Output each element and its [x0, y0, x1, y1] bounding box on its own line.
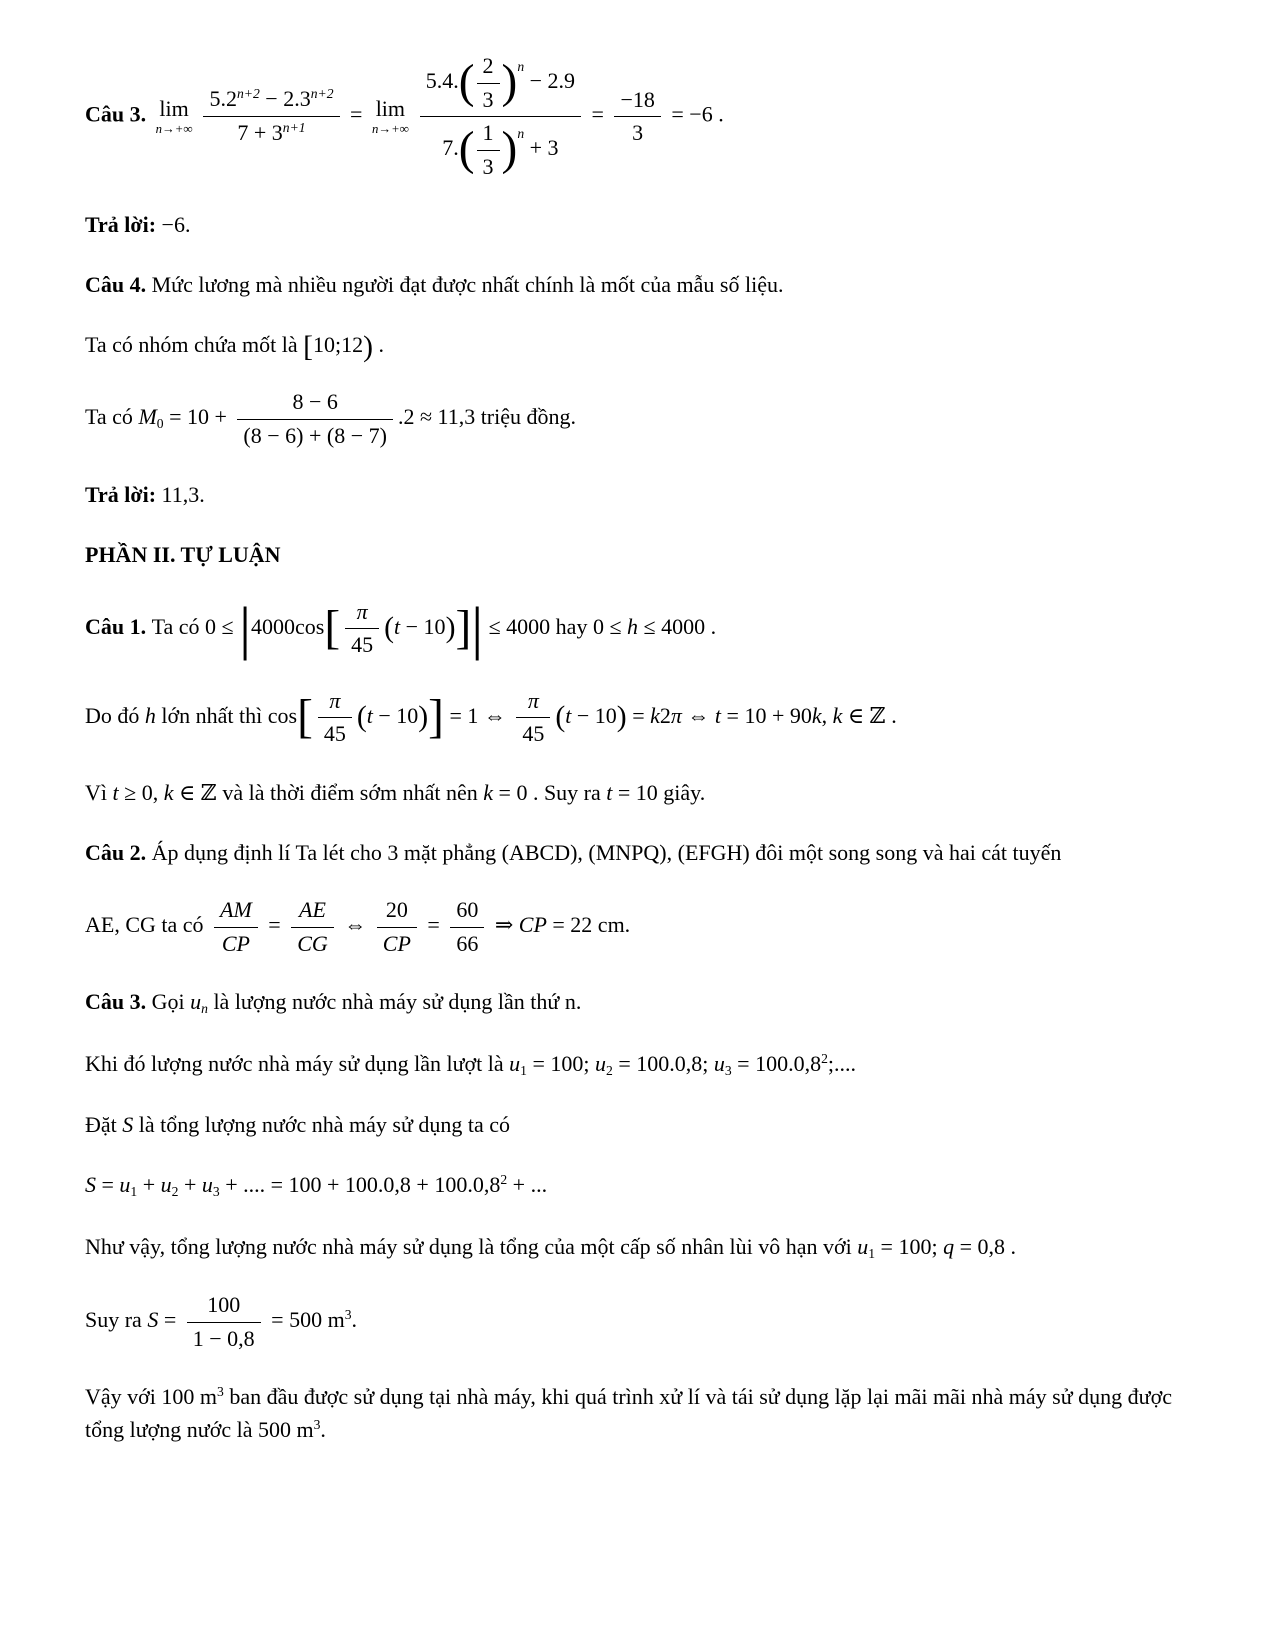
- math-variable: t: [394, 613, 401, 639]
- text-run: + .... = 100 + 100.0,8 + 100.0,8: [219, 1172, 501, 1198]
- text-run: 45: [323, 721, 346, 747]
- math-variable: S: [122, 1112, 134, 1138]
- math-numerator: [214, 896, 258, 928]
- limit-label: lim: [159, 95, 189, 121]
- text-run: ⇔: [681, 702, 715, 728]
- subscript: 0: [156, 416, 164, 432]
- math-denominator: [516, 718, 550, 749]
- math-variable: t: [565, 702, 572, 728]
- text-run: 20: [385, 896, 408, 922]
- math-numerator: [420, 52, 581, 117]
- text-run: 2: [482, 53, 494, 78]
- superscript: n: [517, 59, 525, 75]
- math-variable: u: [509, 1050, 521, 1076]
- text-run: − 2.9: [524, 68, 576, 94]
- big-delimiter: (: [458, 123, 475, 176]
- text-run: = 100;: [875, 1233, 944, 1259]
- text-run: 2: [659, 702, 671, 728]
- math-variable: k: [650, 702, 660, 728]
- line-cau4-statement: [85, 268, 1190, 301]
- math-variable: u: [857, 1233, 869, 1259]
- math-numerator: [237, 388, 393, 420]
- text-run: ≤ 4000 hay 0 ≤: [483, 613, 628, 639]
- math-denominator: [450, 928, 484, 959]
- math-numerator: [516, 687, 550, 719]
- text-run: −6.: [161, 212, 191, 238]
- text-run: Ta có 0 ≤: [151, 613, 240, 639]
- math-denominator: [214, 928, 258, 959]
- line-cau3-geometric-series: [85, 1230, 1190, 1265]
- math-denominator: [291, 928, 334, 959]
- math-variable: u: [595, 1050, 606, 1076]
- text-run: = 0,8 .: [954, 1233, 1016, 1259]
- math-denominator: [237, 420, 393, 451]
- subscript: 2: [171, 1184, 179, 1200]
- text-run: ,: [821, 702, 833, 728]
- subscript: 1: [868, 1245, 876, 1261]
- math-variable: AM: [220, 896, 252, 922]
- text-run: 7.: [442, 135, 459, 161]
- text-run: Gọi: [151, 989, 191, 1015]
- math-denominator: [420, 117, 581, 181]
- subscript: 3: [212, 1184, 220, 1200]
- text-run: = 22 cm.: [546, 912, 631, 938]
- math-fraction: [345, 598, 379, 660]
- text-run: .: [351, 1307, 358, 1333]
- bold-text: Câu 3.: [85, 989, 152, 1015]
- big-delimiter: |: [471, 595, 484, 662]
- superscript: 3: [313, 1417, 321, 1433]
- text-run: =: [344, 101, 368, 127]
- text-run: Khi đó lượng nước nhà máy sử dụng lần lượt là: [85, 1050, 510, 1076]
- big-delimiter: ): [501, 56, 518, 109]
- line-cau3-conclusion: [85, 1380, 1190, 1446]
- line-cau3-sum-intro: [85, 1108, 1190, 1141]
- text-run: Do đó: [85, 702, 145, 728]
- math-denominator: [477, 84, 500, 115]
- math-fraction: [214, 896, 258, 958]
- math-variable: CP: [382, 930, 411, 956]
- text-run: (8 − 6) + (8 − 7): [243, 422, 387, 448]
- math-variable: u: [119, 1172, 131, 1198]
- text-run: ∈ ℤ .: [842, 702, 897, 728]
- text-run: 8 − 6: [292, 389, 338, 415]
- text-run: 45: [351, 632, 374, 658]
- math-variable: u: [201, 1172, 213, 1198]
- line-cau3-sequence: [85, 1047, 1190, 1082]
- math-variable: CG: [297, 930, 328, 956]
- text-run: +: [178, 1172, 202, 1198]
- math-variable: u: [190, 989, 202, 1015]
- text-run: 66: [456, 930, 479, 956]
- text-run: − 10: [372, 702, 419, 728]
- limit-label: lim: [375, 95, 406, 121]
- limit-subscript: n→+∞: [371, 121, 409, 136]
- text-run: AE, CG ta có: [85, 912, 210, 938]
- math-fraction: [477, 52, 500, 114]
- math-fraction: [516, 687, 550, 749]
- text-run: 3: [482, 86, 494, 112]
- limit-subscript: n→+∞: [155, 121, 193, 136]
- text-run: =: [421, 912, 446, 938]
- text-run: = 100.0,8: [731, 1050, 822, 1076]
- text-run: 3: [632, 120, 644, 146]
- line-cau3-sum-formula: [85, 1168, 1190, 1203]
- text-run: =: [262, 912, 287, 938]
- text-run: 3: [482, 153, 494, 179]
- text-run: lớn nhất thì cos: [155, 702, 298, 728]
- math-variable: t: [366, 702, 373, 728]
- text-run: = 0 . Suy ra: [493, 779, 607, 805]
- math-fraction: [203, 85, 339, 148]
- text-run: ban đầu được sử dụng tại nhà máy, khi quá trình xử lí và tái sử dụng lặp lại mãi mãi nhà máy sử dụng được tổng lượng nước là 500 m: [85, 1384, 1172, 1443]
- superscript: n+2: [310, 86, 334, 102]
- text-run: 4000cos: [251, 613, 325, 639]
- superscript: 2: [500, 1172, 508, 1188]
- line-cau3-tuluan-statement: [85, 985, 1190, 1020]
- math-variable: h: [144, 702, 156, 728]
- text-run: − 10: [400, 613, 446, 639]
- superscript: n+2: [236, 86, 260, 102]
- subscript: 3: [724, 1062, 732, 1078]
- limit-operator: [155, 95, 193, 136]
- math-numerator: [477, 52, 500, 84]
- math-fraction: [377, 896, 417, 958]
- big-delimiter: |: [239, 595, 252, 662]
- big-delimiter: ): [418, 701, 429, 734]
- math-fraction: [318, 687, 352, 749]
- big-delimiter: ): [501, 123, 518, 176]
- math-variable: t: [714, 702, 722, 728]
- math-variable: π: [356, 598, 368, 624]
- text-run: =: [626, 702, 651, 728]
- math-fraction: [187, 1291, 261, 1353]
- line-cau1-conclusion: [85, 776, 1190, 809]
- math-fraction: [420, 52, 581, 181]
- text-run: .2 ≈ 11,3 triệu đồng.: [397, 404, 577, 430]
- math-denominator: [377, 928, 417, 959]
- superscript: 3: [344, 1307, 352, 1323]
- bold-text: Câu 4.: [85, 272, 152, 298]
- big-delimiter: ): [616, 701, 627, 734]
- text-run: 7 + 3: [237, 120, 283, 146]
- math-variable: k: [832, 702, 843, 728]
- line-cau2-statement: [85, 836, 1190, 869]
- math-denominator: [203, 117, 339, 148]
- big-delimiter: (: [356, 701, 367, 734]
- subscript: 1: [520, 1062, 527, 1078]
- text-run: Vậy với 100 m: [85, 1384, 218, 1410]
- text-run: Ta có: [85, 404, 139, 430]
- bold-text: Trả lời:: [85, 212, 162, 238]
- text-run: =: [158, 1307, 182, 1333]
- text-run: .: [320, 1417, 326, 1443]
- text-run: 45: [522, 721, 545, 747]
- math-numerator: [450, 896, 484, 928]
- text-run: là lượng nước nhà máy sử dụng lần thứ n.: [207, 989, 582, 1015]
- superscript: n+1: [282, 120, 306, 136]
- text-run: ≤ 4000 .: [638, 613, 717, 639]
- limit-operator: [371, 95, 409, 136]
- big-delimiter: [: [303, 330, 313, 363]
- bold-text: Câu 1.: [85, 613, 152, 639]
- math-variable: π: [670, 702, 682, 728]
- math-numerator: [187, 1291, 261, 1323]
- text-run: Vì: [85, 779, 113, 805]
- text-run: ;....: [827, 1050, 857, 1076]
- math-numerator: [203, 85, 339, 117]
- text-run: = 1 ⇔: [443, 702, 512, 728]
- text-run: + 3: [524, 135, 559, 161]
- math-variable: q: [943, 1233, 955, 1259]
- text-run: 1: [482, 120, 494, 146]
- bold-text: PHẦN II. TỰ LUẬN: [85, 541, 281, 567]
- math-denominator: [477, 151, 500, 182]
- line-cau1-solution: [85, 595, 1190, 662]
- big-delimiter: ): [445, 612, 456, 645]
- math-variable: π: [527, 687, 539, 713]
- math-variable: M: [138, 404, 157, 430]
- text-run: 1 − 0,8: [192, 1325, 255, 1351]
- text-run: 5.2: [209, 86, 237, 112]
- math-denominator: [345, 629, 379, 660]
- text-run: .: [373, 332, 385, 358]
- text-run: = 10 + 90: [721, 702, 812, 728]
- math-variable: CP: [518, 912, 547, 938]
- math-variable: S: [85, 1172, 96, 1198]
- big-delimiter: (: [384, 612, 395, 645]
- subscript: 2: [606, 1062, 613, 1078]
- subscript: 1: [130, 1184, 138, 1200]
- text-run: = −6 .: [665, 101, 724, 127]
- text-run: = 100.0,8;: [612, 1050, 714, 1076]
- text-run: − 2.3: [259, 86, 311, 112]
- text-run: = 100;: [526, 1050, 595, 1076]
- text-run: + ...: [507, 1172, 548, 1198]
- big-delimiter: [: [297, 690, 313, 743]
- text-run: = 500 m: [265, 1307, 345, 1333]
- text-run: ≥ 0,: [118, 779, 164, 805]
- math-numerator: [345, 598, 379, 630]
- math-numerator: [377, 896, 417, 928]
- line-cau1-max-condition: [85, 687, 1190, 749]
- math-variable: t: [112, 779, 119, 805]
- line-cau4-mode-formula: [85, 388, 1190, 450]
- line-cau4-mode-group: [85, 328, 1190, 361]
- text-run: = 10 giây.: [612, 779, 706, 805]
- math-fraction: [614, 86, 660, 148]
- math-variable: u: [160, 1172, 172, 1198]
- bold-text: Câu 2.: [85, 839, 152, 865]
- math-variable: S: [147, 1307, 159, 1333]
- math-denominator: [187, 1323, 261, 1354]
- line-tra-loi-cau3: [85, 208, 1190, 241]
- math-fraction: [237, 388, 393, 450]
- math-numerator: [318, 687, 352, 719]
- text-run: =: [586, 101, 610, 127]
- big-delimiter: (: [555, 701, 566, 734]
- text-run: Đặt: [85, 1112, 123, 1138]
- math-numerator: [477, 119, 500, 151]
- big-delimiter: ]: [455, 601, 472, 654]
- math-variable: t: [606, 779, 613, 805]
- text-run: ∈ ℤ và là thời điểm sớm nhất nên: [173, 779, 484, 805]
- bold-text: Trả lời:: [85, 481, 162, 507]
- big-delimiter: (: [458, 56, 475, 109]
- bold-text: Câu 3.: [85, 101, 152, 127]
- math-variable: k: [811, 702, 822, 728]
- text-run: Suy ra: [85, 1307, 148, 1333]
- math-variable: u: [713, 1050, 725, 1076]
- text-run: = 10 +: [163, 404, 233, 430]
- math-denominator: [614, 117, 660, 148]
- big-delimiter: ]: [428, 690, 444, 743]
- math-variable: k: [163, 779, 174, 805]
- line-cau2-formula: [85, 896, 1190, 958]
- math-variable: h: [627, 613, 639, 639]
- math-numerator: [291, 896, 334, 928]
- math-fraction: [450, 896, 484, 958]
- big-delimiter: ): [363, 330, 374, 363]
- math-numerator: [614, 86, 660, 118]
- text-run: =: [96, 1172, 120, 1198]
- text-run: Mức lương mà nhiều người đạt được nhất chính là mốt của mẫu số liệu.: [151, 272, 784, 298]
- math-fraction: [291, 896, 334, 958]
- text-run: 100: [207, 1292, 241, 1318]
- superscript: n: [517, 126, 525, 142]
- superscript: 2: [821, 1050, 828, 1066]
- math-variable: AE: [299, 896, 326, 922]
- line-phan2-heading: [85, 538, 1190, 571]
- subscript: n: [201, 1001, 208, 1017]
- text-run: +: [137, 1172, 161, 1198]
- text-run: là tổng lượng nước nhà máy sử dụng ta có: [133, 1112, 511, 1138]
- text-run: −18: [620, 86, 655, 112]
- math-variable: k: [483, 779, 494, 805]
- text-run: ⇒: [489, 912, 519, 938]
- text-run: Áp dụng định lí Ta lét cho 3 mặt phẳng (ABCD), (MNPQ), (EFGH) đôi một song song và hai cát tuyến: [151, 839, 1062, 865]
- math-variable: π: [329, 687, 341, 713]
- text-run: 60: [456, 896, 479, 922]
- text-run: Như vậy, tổng lượng nước nhà máy sử dụng là tổng của một cấp số nhân lùi vô hạn với: [85, 1233, 858, 1259]
- line-cau3-sum-result: [85, 1291, 1190, 1353]
- line-cau3-limit-solution: [85, 52, 1190, 181]
- math-fraction: [477, 119, 500, 181]
- text-run: ⇔: [338, 912, 372, 938]
- text-run: 10;12: [313, 332, 364, 358]
- math-variable: CP: [221, 930, 250, 956]
- text-run: − 10: [571, 702, 617, 728]
- text-run: 5.4.: [425, 68, 459, 94]
- line-tra-loi-cau4: [85, 478, 1190, 511]
- big-delimiter: [: [324, 601, 341, 654]
- text-run: 11,3.: [161, 481, 205, 507]
- text-run: Ta có nhóm chứa mốt là: [85, 332, 304, 358]
- superscript: 3: [217, 1384, 224, 1400]
- math-denominator: [318, 718, 352, 749]
